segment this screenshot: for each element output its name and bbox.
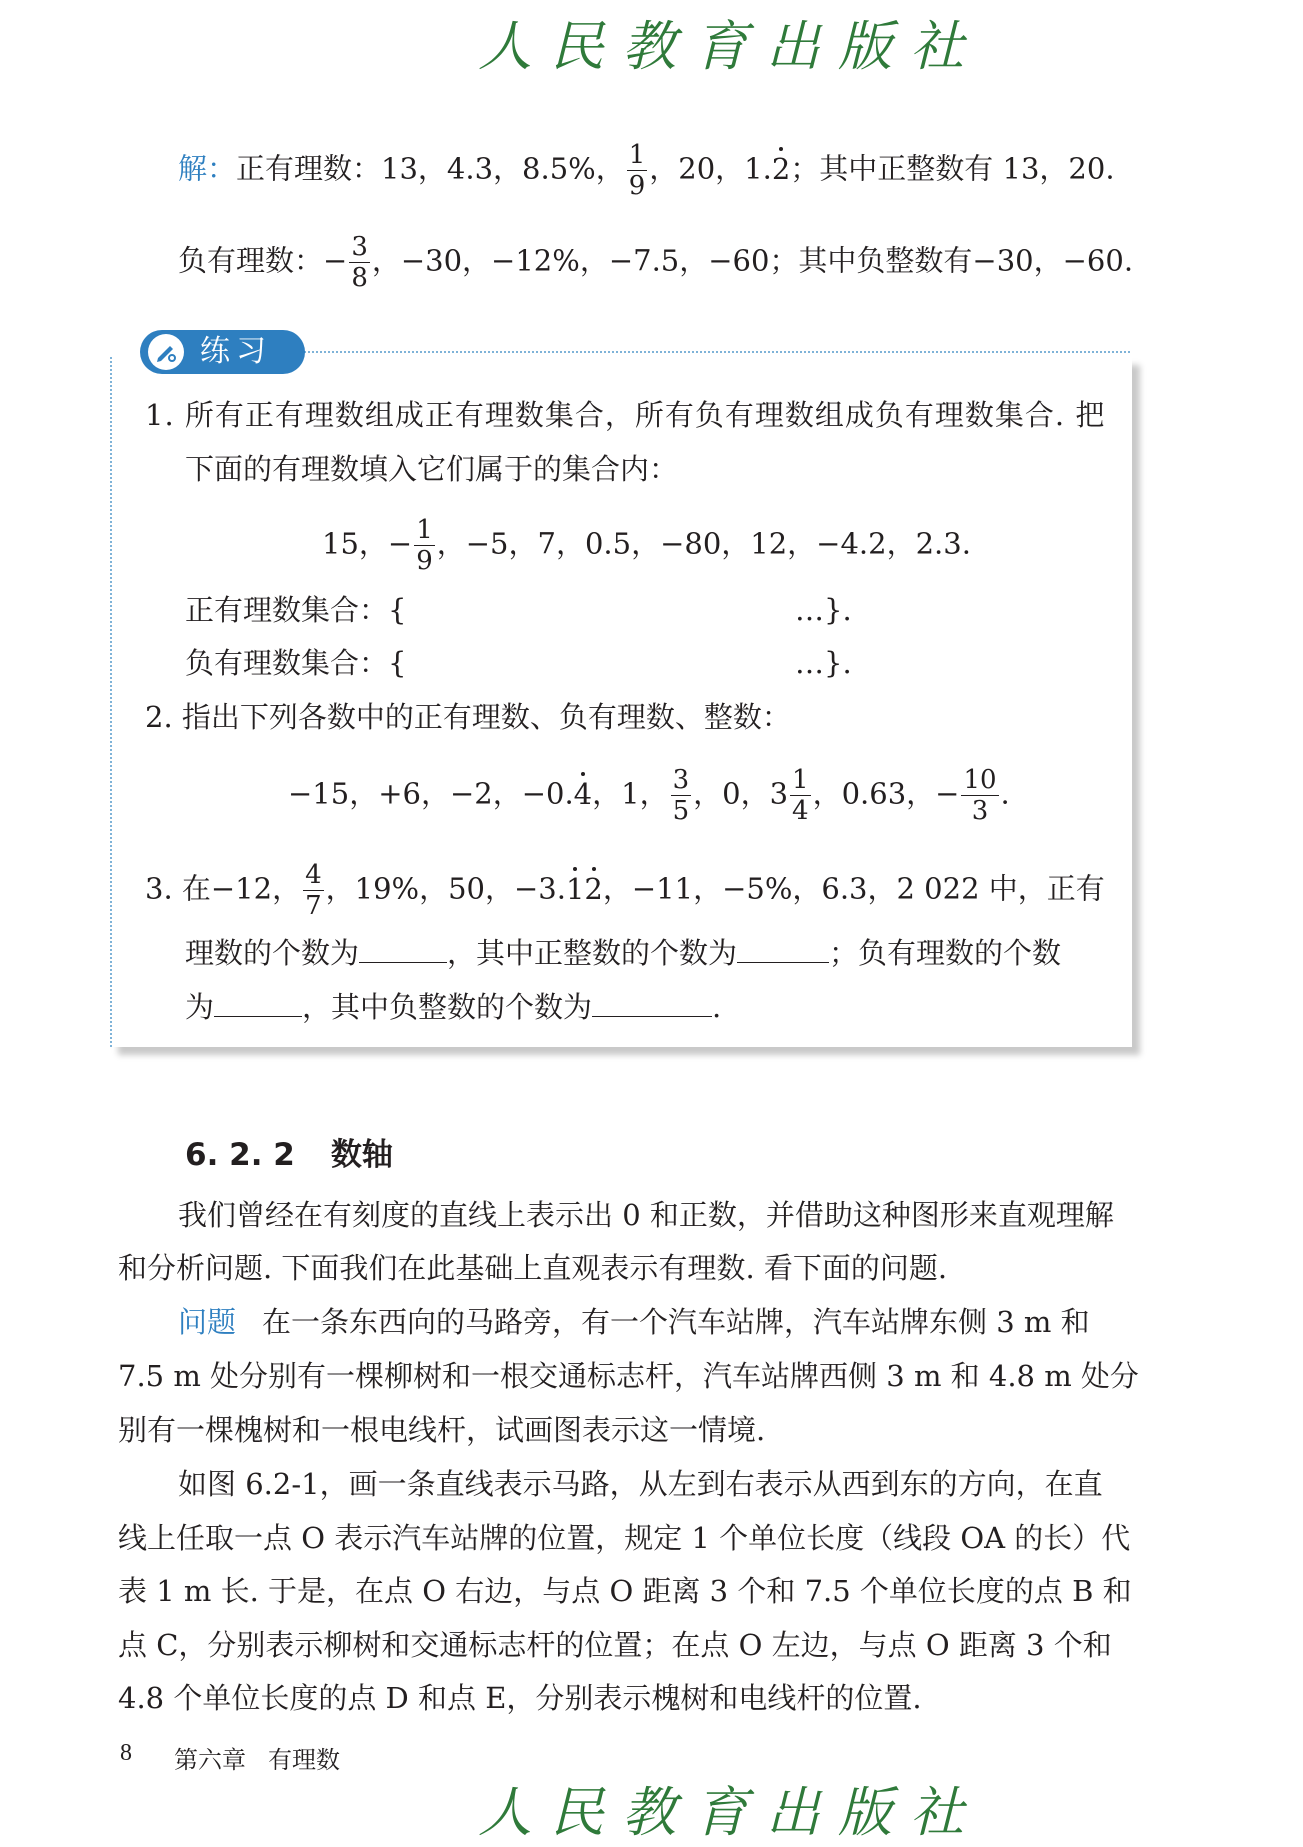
fraction: $\frac{1}{4}$ xyxy=(792,765,809,826)
section-number: 6. 2. 2 xyxy=(185,1137,295,1173)
paragraph-2-line-3: 别有一棵槐树和一根电线杆，试画图表示这一情境. xyxy=(118,1413,766,1447)
fraction: $\frac{4}{7}$ xyxy=(305,860,322,921)
fraction: $\frac{10}{3}$ xyxy=(963,765,997,826)
q1-neg-label: 负有理数集合：{ xyxy=(185,646,407,680)
q1-negative-set-end: …}. xyxy=(795,646,852,680)
q2-list-d: ，0.63，− xyxy=(812,776,960,811)
section-heading xyxy=(185,1135,393,1175)
fraction: $\frac{3}{8}$ xyxy=(351,232,368,293)
q1-line-2: 下面的有理数填入它们属于的集合内： xyxy=(185,452,679,486)
exercise-tab xyxy=(140,330,305,374)
exercise-top-border xyxy=(300,351,1130,353)
solution-line-1 xyxy=(178,140,1115,201)
solution-line-2 xyxy=(178,232,1133,293)
solution-label: 解： xyxy=(178,151,237,186)
q3-a: 3. 在−12， xyxy=(145,871,302,906)
q3-line3-a: 为 xyxy=(185,990,215,1024)
q1-list-b: ，−5，7，0.5，−80，12，−4.2，2.3. xyxy=(436,526,971,561)
problem-label: 问题 xyxy=(178,1305,237,1339)
problem-text: 在一条东西向的马路旁，有一个汽车站牌，汽车站牌东侧 3 m 和 xyxy=(262,1305,1090,1339)
q2-list-e: . xyxy=(1000,776,1010,811)
q1-pos-label: 正有理数集合：{ xyxy=(185,593,407,627)
q1-positive-set xyxy=(185,590,406,630)
paragraph-1-line-1: 我们曾经在有刻度的直线上表示出 0 和正数，并借助这种图形来直观理解 xyxy=(178,1198,1114,1232)
solution-text-c: ；其中正整数有 13，20. xyxy=(790,151,1115,186)
repeating-digit: 2 xyxy=(772,149,790,189)
paragraph-2-line-1 xyxy=(178,1302,1090,1342)
repeating-digit: 2 xyxy=(584,869,602,909)
repeating-digit: 4 xyxy=(574,774,592,814)
q3-line2-c: ；负有理数的个数 xyxy=(829,936,1062,970)
paragraph-3-line-2: 线上任取一点 O 表示汽车站牌的位置，规定 1 个单位长度（线段 OA 的长）代 xyxy=(118,1521,1131,1555)
pencil-icon xyxy=(148,334,184,370)
answer-blank[interactable] xyxy=(592,990,712,1017)
paragraph-2-line-2: 7.5 m 处分别有一棵柳树和一根交通标志杆，汽车站牌西侧 3 m 和 4.8 m 处分 xyxy=(118,1359,1139,1393)
repeating-digit: 1 xyxy=(566,869,584,909)
q3-line-3 xyxy=(185,987,721,1027)
q1-negative-set xyxy=(185,643,406,683)
paragraph-3-line-4: 点 C，分别表示柳树和交通标志杆的位置；在点 O 左边，与点 O 距离 3 个和 xyxy=(118,1628,1112,1662)
solution-text-a: 正有理数：13，4.3，8.5%， xyxy=(236,151,625,186)
paragraph-3-line-3: 表 1 m 长. 于是，在点 O 右边，与点 O 距离 3 个和 7.5 个单位长度的点 B 和 xyxy=(118,1574,1132,1608)
chapter-number: 第六章 xyxy=(174,1748,246,1774)
fraction: $\frac{3}{5}$ xyxy=(672,765,690,826)
q2-list-a: −15，+6，−2，−0. xyxy=(288,776,574,811)
publisher-logo-top: 人民教育出版社 xyxy=(478,15,982,78)
q1-line-1: 1. 所有正有理数组成正有理数集合，所有负有理数组成负有理数集合. 把 xyxy=(145,398,1106,432)
paragraph-1-line-2: 和分析问题. 下面我们在此基础上直观表示有理数. 看下面的问题. xyxy=(118,1251,948,1285)
q2-number-list xyxy=(288,765,1010,826)
chapter-title: 有理数 xyxy=(268,1748,340,1774)
q3-line3-b: ，其中负整数的个数为 xyxy=(302,990,593,1024)
q2-line: 2. 指出下列各数中的正有理数、负有理数、整数： xyxy=(145,700,791,734)
q3-b: ，19%，50，−3. xyxy=(325,871,566,906)
section-title: 数轴 xyxy=(330,1137,393,1173)
q3-line2-b: ，其中正整数的个数为 xyxy=(447,936,738,970)
q1-list-a: 15，− xyxy=(322,526,413,561)
fraction: $\frac{1}{9}$ xyxy=(416,515,433,576)
answer-blank[interactable] xyxy=(737,936,829,963)
publisher-logo-bottom: 人民教育出版社 xyxy=(478,1781,982,1844)
q3-line3-c: . xyxy=(712,990,722,1024)
q2-list-c: ，0，3 xyxy=(693,776,789,811)
exercise-tab-label: 练习 xyxy=(200,334,272,369)
q1-number-list xyxy=(322,515,971,576)
solution-text-b: ，20，1. xyxy=(649,151,772,186)
paragraph-3-line-1: 如图 6.2-1，画一条直线表示马路，从左到右表示从西到东的方向，在直 xyxy=(178,1467,1103,1501)
fraction: $\frac{1}{9}$ xyxy=(628,140,646,201)
solution-text-e: ，−30，−12%，−7.5，−60；其中负整数有−30，−60. xyxy=(371,243,1134,278)
q2-list-b: ，1， xyxy=(592,776,669,811)
chapter-label xyxy=(174,1740,340,1775)
solution-text-d: 负有理数：− xyxy=(178,243,348,278)
q3-line-2 xyxy=(185,933,1061,973)
q3-c: ，−11，−5%，6.3，2 022 中，正有 xyxy=(602,871,1105,906)
paragraph-3-line-5: 4.8 个单位长度的点 D 和点 E，分别表示槐树和电线杆的位置. xyxy=(118,1681,922,1715)
answer-blank[interactable] xyxy=(214,990,302,1017)
page-number: 8 xyxy=(120,1740,132,1766)
answer-blank[interactable] xyxy=(359,936,447,963)
q1-positive-set-end: …}. xyxy=(795,593,852,627)
q3-line2-a: 理数的个数为 xyxy=(185,936,360,970)
q3-line-1 xyxy=(145,860,1105,921)
